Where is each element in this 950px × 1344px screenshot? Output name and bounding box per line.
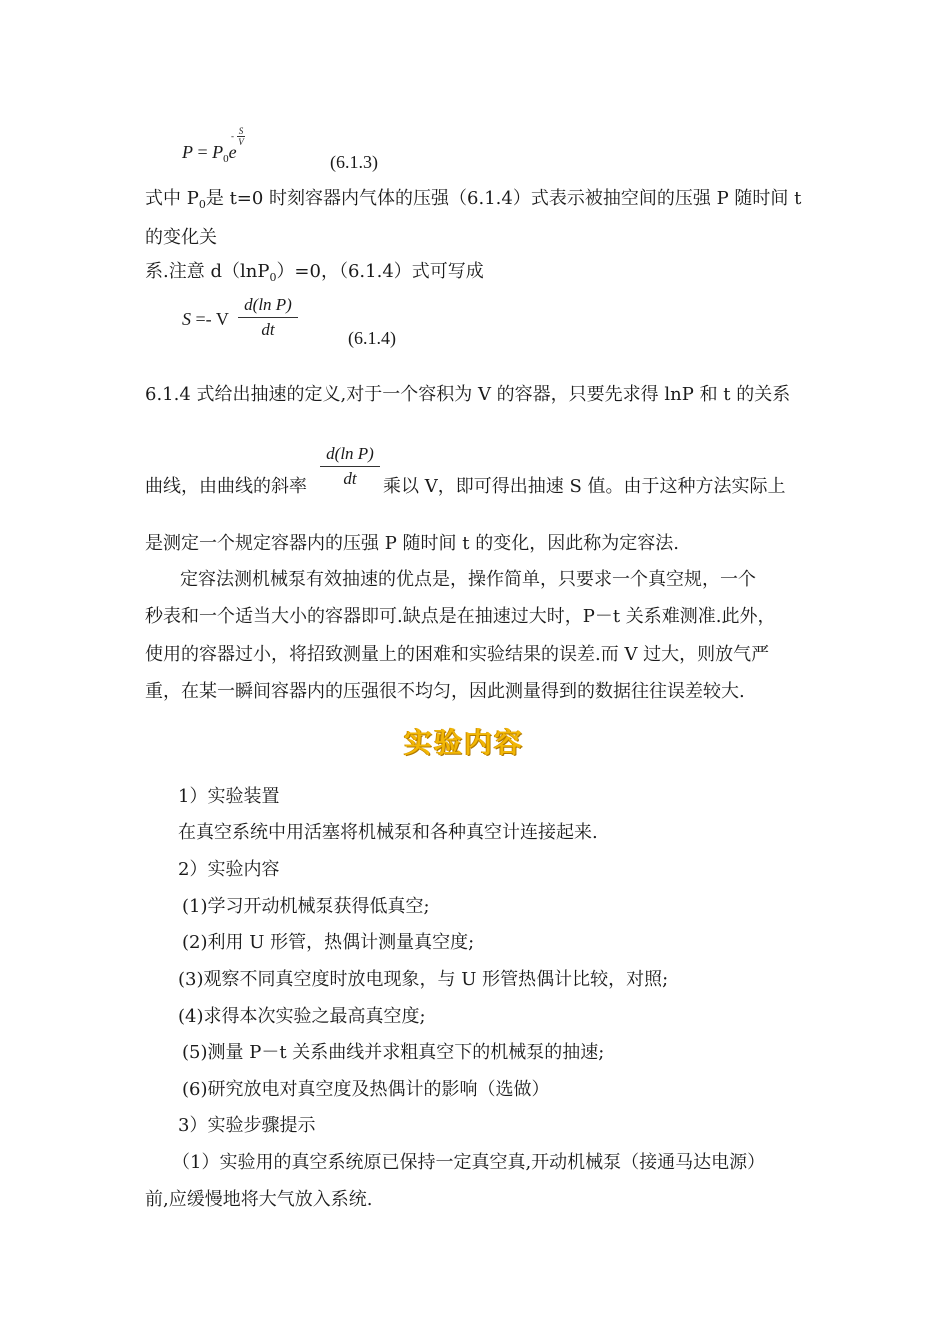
para2-line1: 6.1.4 式给出抽速的定义,对于一个容积为 V 的容器，只要先求得 lnP 和 t 的关系	[145, 384, 791, 405]
para3-line4: 重，在某一瞬间容器内的压强很不均匀，因此测量得到的数据往往误差较大.	[145, 681, 745, 702]
content-s2-item-1: (1)学习开动机械泵获得低真空;	[182, 896, 430, 917]
eq614-fraction	[238, 295, 298, 340]
eq-lhs: P	[182, 142, 193, 162]
para2-fraction	[320, 444, 380, 489]
para3-line2: 秒表和一个适当大小的容器即可.缺点是在抽速过大时，P－t 关系难测准.此外，	[145, 606, 776, 627]
content-s3-line2: 前,应缓慢地将大气放入系统.	[145, 1189, 373, 1210]
content-s2-item-4: (4)求得本次实验之最高真空度;	[178, 1006, 426, 1027]
eq-exp-num: S	[238, 126, 244, 136]
para3-line3: 使用的容器过小，将招致测量上的困难和实验结果的误差.而 V 过大，则放气严	[145, 644, 770, 665]
content-s2-title: 2）实验内容	[178, 859, 280, 880]
eq-equals: =	[193, 142, 208, 162]
eq-exponent	[231, 126, 245, 147]
para3-line1: 定容法测机械泵有效抽速的优点是，操作简单，只要求一个真空规，一个	[180, 569, 756, 590]
eq614-numerator: d(ln P)	[244, 295, 292, 314]
para1-sub: 0	[198, 198, 206, 211]
eq614-equals: =- V	[191, 309, 229, 329]
para1-line1	[145, 188, 801, 216]
para2-frac-num: d(ln P)	[326, 444, 374, 463]
content-s1-title: 1）实验装置	[178, 786, 280, 807]
para2-frac-den: dt	[343, 469, 357, 488]
eq614-denominator: dt	[261, 320, 275, 339]
content-s2-item-3: (3)观察不同真空度时放电现象，与 U 形管热偶计比较，对照;	[178, 969, 669, 990]
section-title: 实验内容	[404, 726, 525, 759]
para2-line2b: 乘以 V，即可得出抽速 S 值。由于这种方法实际上	[383, 476, 786, 497]
eq614-bar	[238, 317, 298, 318]
para1-line3-a: 系.注意 d（lnP	[145, 261, 270, 282]
para2-line2a: 曲线，由曲线的斜率	[145, 476, 307, 497]
para1-text-b: 是 t=0 时刻容器内气体的压强（6.1.4）式表示被抽空间的压强 P 随时间 t	[205, 188, 802, 209]
eq614-lhs: S	[182, 309, 191, 329]
para1-line3	[145, 261, 484, 289]
para1-line3-sub: 0	[269, 271, 277, 284]
para1-text-a: 式中 P	[145, 188, 199, 209]
eq-p0: P	[212, 142, 224, 162]
para1-line2: 的变化关	[145, 227, 217, 248]
para2-line3: 是测定一个规定容器内的压强 P 随时间 t 的变化，因此称为定容法.	[145, 533, 679, 554]
para1-line3-b: ）=0，（6.1.4）式可写成	[276, 261, 484, 282]
content-s1-text: 在真空系统中用活塞将机械泵和各种真空计连接起来.	[178, 822, 598, 843]
equation-6-1-4	[182, 309, 229, 330]
equation-number-6-1-4: (6.1.4)	[348, 328, 396, 348]
equation-6-1-3	[182, 142, 237, 165]
content-s2-item-5: (5)测量 P－t 关系曲线并求粗真空下的机械泵的抽速;	[182, 1042, 605, 1063]
eq-e: e	[228, 142, 237, 162]
content-s2-item-6: (6)研究放电对真空度及热偶计的影响（选做）	[182, 1079, 550, 1100]
para2-frac-bar	[320, 466, 380, 467]
eq-p0-sub: 0	[223, 153, 229, 165]
content-s2-item-2: (2)利用 U 形管，热偶计测量真空度;	[182, 932, 475, 953]
equation-number-6-1-3: (6.1.3)	[330, 152, 378, 172]
eq-exp-sign: -	[231, 131, 234, 141]
content-s3-title: 3）实验步骤提示	[178, 1115, 316, 1136]
eq-exp-den: V	[238, 137, 244, 147]
content-s3-line1: （1）实验用的真空系统原已保持一定真空真,开动机械泵（接通马达电源）	[172, 1152, 766, 1173]
